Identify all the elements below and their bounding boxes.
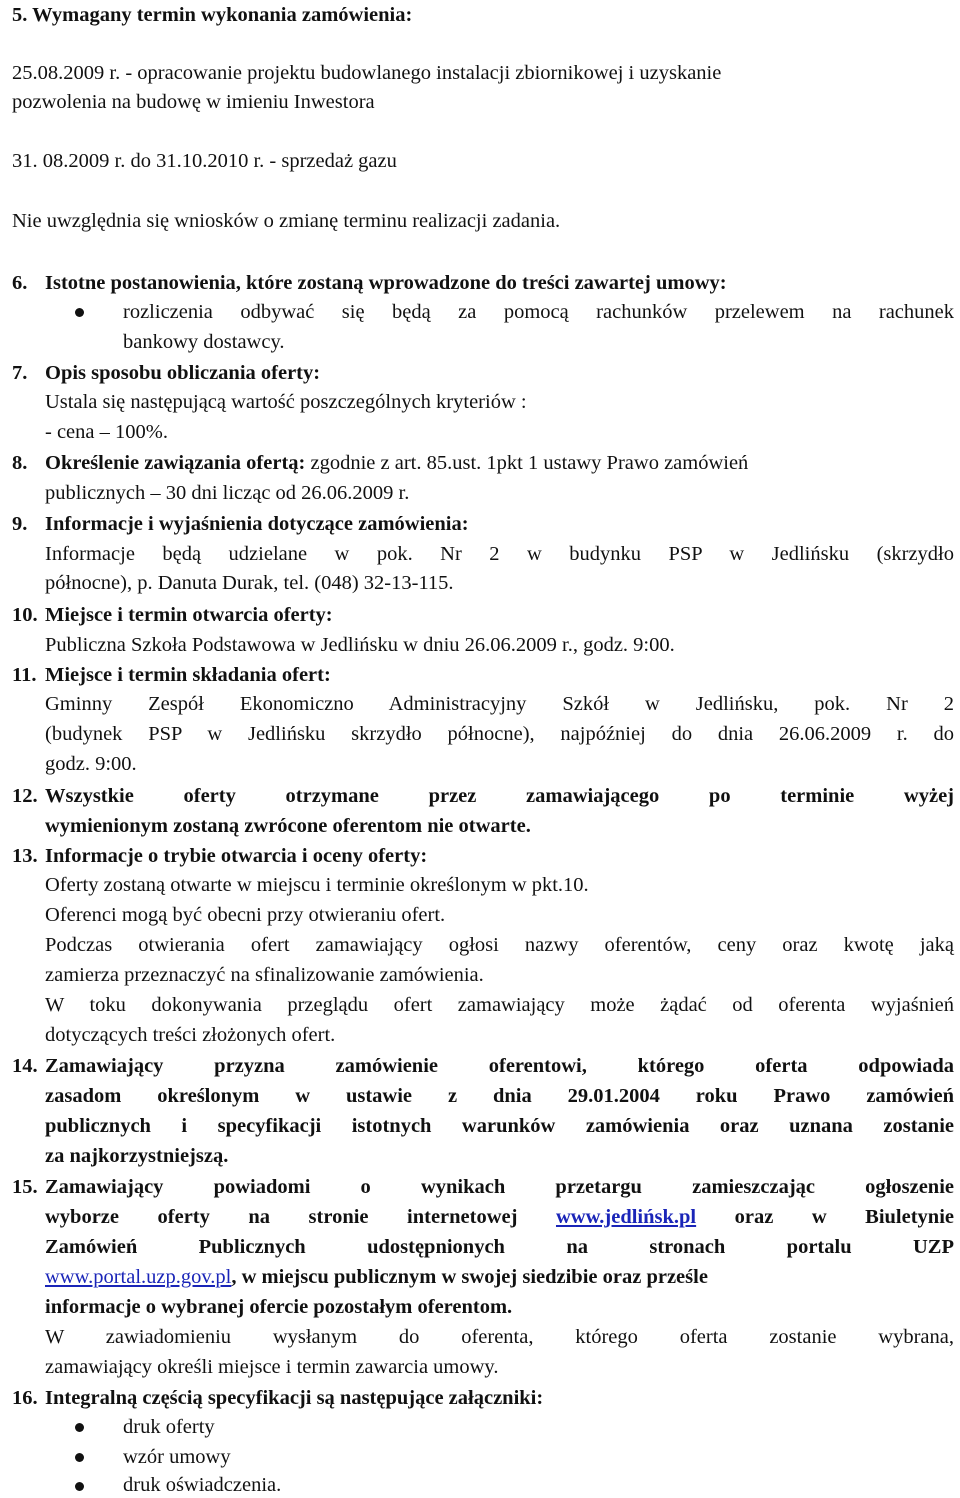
section-number: 8. [12, 452, 28, 474]
section-15-text: , w miejscu publicznym w swojej siedzibie oraz prześle [231, 1266, 708, 1288]
heading-text: Miejsce i termin składania ofert: [45, 664, 331, 686]
section-15-line [45, 1204, 954, 1230]
heading-text: Informacje i wyjaśnienia dotyczące zamówienia: [45, 513, 469, 535]
section-5-line: 31. 08.2009 r. do 31.10.2010 r. - sprzedaż gazu [12, 150, 397, 172]
heading-text: Określenie zawiązania ofertą: [45, 452, 306, 474]
section-5-line: pozwolenia na budowę w imieniu Inwestora [12, 91, 375, 113]
section-7-line: Ustala się następującą wartość poszczególnych kryteriów : [45, 391, 527, 413]
section-15-line: Zamówień Publicznych udostępnionych na stronach portalu UZP [45, 1236, 954, 1258]
section-9-line: północne), p. Danuta Durak, tel. (048) 32-13-115. [45, 572, 454, 594]
section-8-line: publicznych – 30 dni licząc od 26.06.2009 r. [45, 482, 410, 504]
section-15-line: W zawiadomieniu wysłanym do oferenta, którego oferta zostanie wybrana, [45, 1326, 954, 1348]
bullet-icon [75, 1453, 84, 1462]
section-5-line: Nie uwzględnia się wniosków o zmianę terminu realizacji zadania. [12, 210, 561, 232]
heading-text: Opis sposobu obliczania oferty: [45, 362, 321, 384]
section-16-heading [12, 1385, 954, 1411]
section-12-line: wymienionym zostaną zwrócone oferentom nie otwarte. [45, 815, 531, 837]
section-13-line: zamierza przeznaczyć na sfinalizowanie zamówienia. [45, 964, 484, 986]
heading-text: Integralną częścią specyfikacji są następujące załączniki: [45, 1387, 544, 1409]
heading-text: Miejsce i termin otwarcia oferty: [45, 604, 333, 626]
section-number: 11. [12, 664, 37, 686]
section-8-heading [12, 450, 954, 476]
bullet-icon [75, 308, 84, 317]
section-11-heading [12, 662, 954, 688]
jedlinsk-website-link[interactable]: www.jedlińsk.pl [555, 1206, 697, 1228]
section-11-line: godz. 9:00. [45, 753, 137, 775]
section-13-line: dotyczących treści złożonych ofert. [45, 1024, 336, 1046]
section-12-number: 12. [12, 785, 38, 807]
attachment-item: druk oferty [123, 1416, 215, 1438]
section-14-line: zasadom określonym w ustawie z dnia 29.01.2004 roku Prawo zamówień [45, 1085, 954, 1107]
bullet-line: rozliczenia odbywać się będą za pomocą rachunków przelewem na rachunek [123, 301, 954, 323]
uzp-portal-link[interactable]: www.portal.uzp.gov.pl [45, 1266, 232, 1288]
section-number: 7. [12, 362, 28, 384]
attachment-item: druk oświadczenia. [123, 1474, 282, 1496]
section-8-text: zgodnie z art. 85.ust. 1pkt 1 ustawy Prawo zamówień [305, 452, 749, 474]
section-10-heading [12, 602, 954, 628]
section-15-line: informacje o wybranej ofercie pozostałym oferentom. [45, 1296, 513, 1318]
section-number: 9. [12, 513, 28, 535]
section-14-number: 14. [12, 1055, 38, 1077]
bullet-icon [75, 1423, 84, 1432]
section-13-line: Oferty zostaną otwarte w miejscu i terminie określonym w pkt.10. [45, 874, 589, 896]
section-15-line: Zamawiający powiadomi o wynikach przetargu zamieszczając ogłoszenie [45, 1176, 954, 1198]
section-number: 10. [12, 604, 38, 626]
section-10-line: Publiczna Szkoła Podstawowa w Jedlińsku w dniu 26.06.2009 r., godz. 9:00. [45, 634, 675, 656]
section-14-line: Zamawiający przyzna zamówienie oferentowi, którego oferta odpowiada [45, 1055, 954, 1077]
heading-text: Informacje o trybie otwarcia i oceny oferty: [45, 845, 428, 867]
bullet-line: bankowy dostawcy. [123, 331, 285, 353]
section-number: 16. [12, 1387, 38, 1409]
section-11-line: (budynek PSP w Jedlińsku skrzydło północne), najpóźniej do dnia 26.06.2009 r. do [45, 723, 954, 745]
section-9-line: Informacje będą udzielane w pok. Nr 2 w budynku PSP w Jedlińsku (skrzydło [45, 543, 954, 565]
heading-text: Istotne postanowienia, które zostaną wprowadzone do treści zawartej umowy: [45, 272, 727, 294]
section-5-line: 25.08.2009 r. - opracowanie projektu budowlanego instalacji zbiornikowej i uzyskanie [12, 62, 722, 84]
section-13-heading [12, 843, 954, 869]
section-14-line: za najkorzystniejszą. [45, 1145, 229, 1167]
section-number: 13. [12, 845, 38, 867]
section-5-heading: 5. Wymagany termin wykonania zamówienia: [12, 4, 413, 26]
section-6-heading [12, 270, 954, 296]
attachment-item: wzór umowy [123, 1446, 231, 1468]
section-7-line: - cena – 100%. [45, 421, 168, 443]
section-15-line [45, 1264, 954, 1290]
section-12-line: Wszystkie oferty otrzymane przez zamawiającego po terminie wyżej [45, 785, 954, 807]
section-15-number: 15. [12, 1176, 38, 1198]
section-13-line: Oferenci mogą być obecni przy otwieraniu ofert. [45, 904, 446, 926]
section-11-line: Gminny Zespół Ekonomiczno Administracyjny Szkół w Jedlińsku, pok. Nr 2 [45, 693, 954, 715]
bullet-icon [75, 1482, 84, 1491]
section-13-line: Podczas otwierania ofert zamawiający ogłosi nazwy oferentów, ceny oraz kwotę jaką [45, 934, 954, 956]
section-number: 6. [12, 272, 28, 294]
section-14-line: publicznych i specyfikacji istotnych warunków zamówienia oraz uznana zostanie [45, 1115, 954, 1137]
section-15-text: wyborze oferty na stronie internetowej [45, 1206, 556, 1228]
section-9-heading [12, 511, 954, 537]
section-13-line: W toku dokonywania przeglądu ofert zamawiający może żądać od oferenta wyjaśnień [45, 994, 954, 1016]
section-15-line: zamawiający określi miejsce i termin zawarcia umowy. [45, 1356, 499, 1378]
section-15-text: oraz w Biuletynie [696, 1206, 954, 1228]
section-7-heading [12, 360, 954, 386]
